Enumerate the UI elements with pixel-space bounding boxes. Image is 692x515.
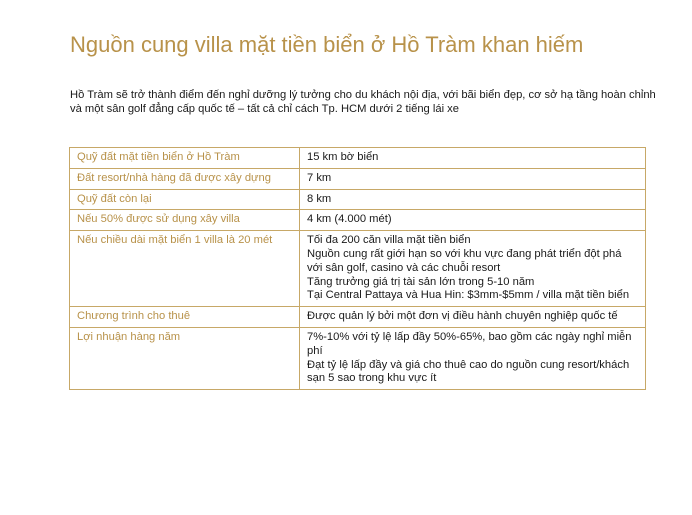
row-label: Nếu 50% được sử dụng xây villa	[70, 210, 300, 231]
value-line: 15 km bờ biển	[307, 151, 379, 163]
row-value	[300, 189, 646, 210]
value-line: 8 km	[307, 192, 332, 205]
row-label: Nếu chiều dài mặt biển 1 villa là 20 mét	[70, 231, 300, 307]
value-line: Nguồn cung rất giới hạn so với khu vực đang phát triển đột phá với sân golf, casino và các chuỗi resort	[307, 247, 622, 274]
table-row	[70, 327, 646, 389]
row-value	[300, 327, 646, 389]
row-label: Đất resort/nhà hàng đã được xây dựng	[70, 168, 300, 189]
table-row	[70, 189, 646, 210]
row-value	[300, 307, 646, 328]
row-label: Lợi nhuận hàng năm	[70, 327, 300, 389]
value-line: 7%-10% với tỷ lệ lấp đầy 50%-65%, bao gồm các ngày nghỉ miễn phí	[307, 330, 632, 357]
table-row	[70, 168, 646, 189]
intro-paragraph: Hồ Tràm sẽ trở thành điểm đến nghỉ dưỡng lý tưởng cho du khách nội địa, với bãi biển đẹp, cơ sở hạ tầng hoàn chỉnh và một sân golf đẳng cấp quốc tế – tất cả chỉ cách Tp. HCM dưới 2 tiếng lái xe	[70, 89, 656, 115]
row-value	[300, 148, 646, 169]
row-value	[300, 168, 646, 189]
value-line: Tối đa 200 căn villa mặt tiền biển	[307, 234, 471, 247]
value-line: 7 km	[307, 171, 332, 184]
row-value	[300, 231, 646, 307]
row-label: Chương trình cho thuê	[70, 307, 300, 328]
value-line: Tăng trưởng giá trị tài sản lớn trong 5-10 năm	[307, 275, 535, 288]
table-row	[70, 148, 646, 169]
value-line: Được quản lý bởi một đơn vị điều hành chuyên nghiệp quốc tế	[307, 310, 618, 323]
info-table	[69, 147, 646, 390]
row-label: Quỹ đất còn lại	[70, 189, 300, 210]
value-line: Đạt tỷ lệ lấp đầy và giá cho thuê cao do nguồn cung resort/khách sạn 5 sao trong khu vực ít	[307, 358, 630, 385]
table-row	[70, 231, 646, 307]
page-title: Nguồn cung villa mặt tiền biển ở Hồ Tràm khan hiếm	[70, 32, 584, 57]
row-label: Quỹ đất mặt tiền biển ở Hồ Tràm	[70, 148, 300, 169]
row-value	[300, 210, 646, 231]
table-row	[70, 210, 646, 231]
value-line: Tại Central Pattaya và Hua Hin: $3mm-$5mm / villa mặt tiền biển	[307, 289, 630, 302]
value-line: 4 km (4.000 mét)	[307, 213, 392, 226]
table-row	[70, 307, 646, 328]
